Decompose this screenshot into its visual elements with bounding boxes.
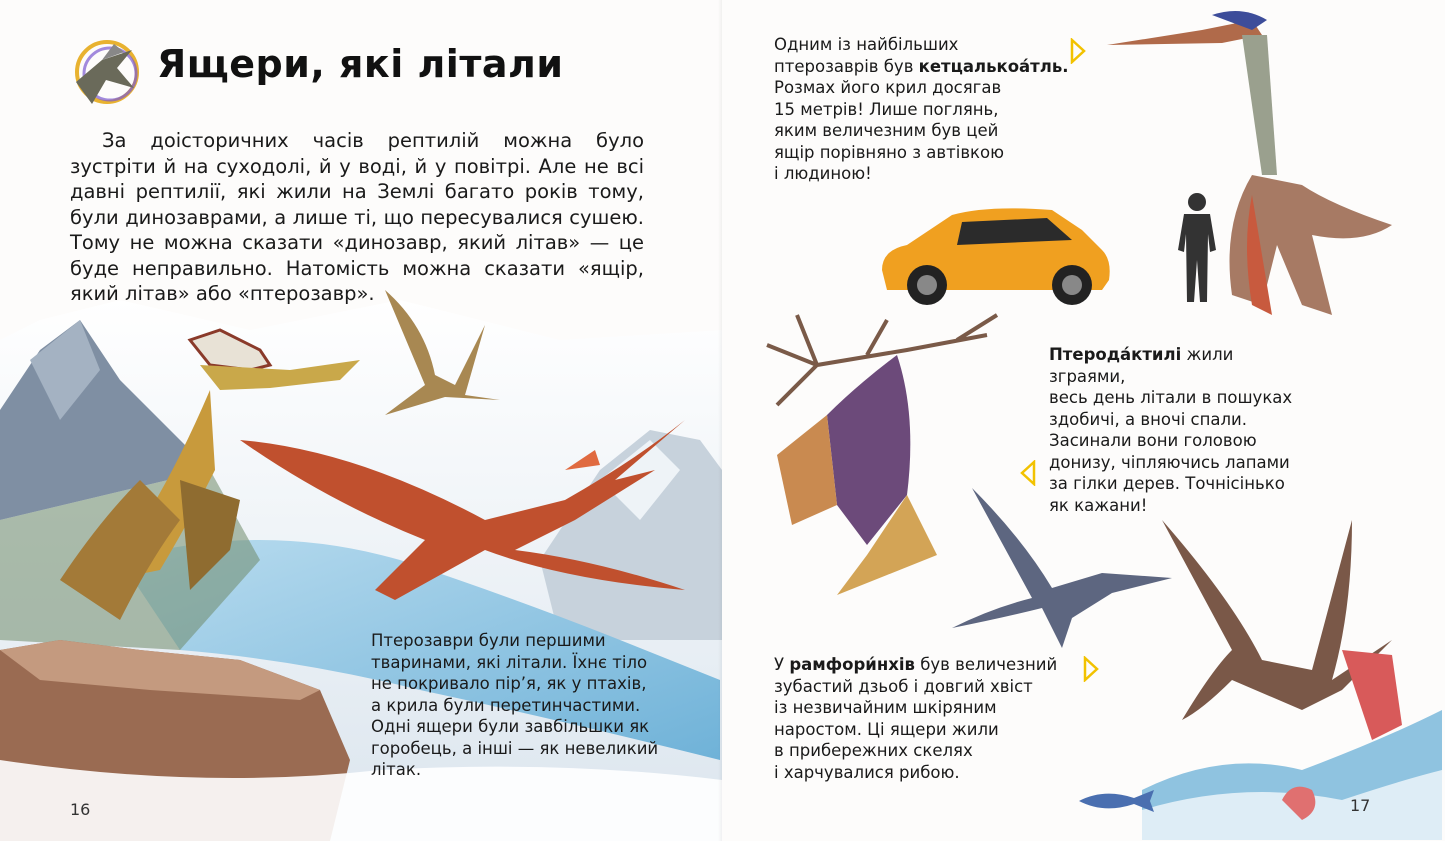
caption-line: яким величезним був цей	[774, 121, 999, 140]
quetzalcoatlus-caption	[774, 34, 1074, 185]
caption-line: Засинали вони головою	[1049, 431, 1257, 450]
red-pterosaur-illustration	[235, 410, 695, 610]
caption-line: за гілки дерев. Точнісінько	[1049, 474, 1285, 493]
caption-line: а крила були перетинчастими.	[371, 695, 641, 715]
diving-pterosaur-illustration	[1142, 510, 1442, 840]
caption-line: Одним із найбільших	[774, 35, 959, 54]
small-pterosaur-illustration	[365, 285, 525, 425]
caption-line: донизу, чіпляючись лапами	[1049, 452, 1290, 472]
caption-line: в прибережних скелях	[774, 741, 973, 760]
rhamphorhynchus-term: рамфори́нхів	[789, 655, 915, 674]
caption-line: із незвичайним шкіряним	[774, 698, 997, 717]
caption-line: тваринами, які літали. Їхнє тіло	[371, 652, 648, 672]
intro-text: За доісторичних часів рептилій можна було зустріти й на суходолі, й у воді, й у повітрі. Але не всі давні рептилії, які жили на Землі багато років тому, були динозаврами, а лише ті, що пересувалися сушею. Тому не можна сказати «динозавр, який літав» — це буде неправильно. Натомість можна сказати «ящір, який літав» або «птерозавр».	[70, 129, 644, 305]
left-page	[0, 0, 722, 841]
page-number-left: 16	[70, 800, 91, 819]
caption-line: і харчувалися рибою.	[774, 762, 960, 782]
caption-line: весь день літали в пошуках	[1049, 388, 1293, 407]
right-page	[722, 0, 1445, 841]
human-silhouette	[1172, 190, 1222, 305]
caption-line: наростом. Ці ящери жили	[774, 719, 999, 739]
caption-line: здобичі, а вночі спали.	[1049, 409, 1248, 429]
caption-line: птерозаврів був кетцалькоа́тль.	[774, 56, 1069, 76]
rhamphorhynchus-caption	[774, 654, 1074, 783]
caption-line: як кажани!	[1049, 495, 1148, 515]
caption-line: літак.	[371, 760, 422, 779]
pterosaurs-caption	[371, 630, 691, 781]
caption-line: Одні ящери були завбільшки як	[371, 717, 650, 736]
pointer-triangle-right	[1083, 656, 1099, 682]
quetzalcoatlus-term: кетцалькоа́тль.	[918, 56, 1069, 76]
caption-line: ящір порівняно з автівкою	[774, 142, 1005, 162]
caption-line: і людиною!	[774, 164, 872, 183]
caption-line: У рамфори́нхів був величезний	[774, 655, 1058, 674]
caption-line: зубастий дзьоб і довгий хвіст	[774, 676, 1033, 696]
caption-line: не покривало пір’я, як у птахів,	[371, 674, 647, 693]
page-number-right: 17	[1350, 796, 1371, 815]
car-illustration	[877, 200, 1117, 310]
caption-line: Розмах його крил досягав	[774, 78, 1002, 97]
quetzalcoatlus-illustration	[1102, 5, 1432, 325]
pterodactyl-term: Птерода́ктилі	[1049, 345, 1182, 364]
page-title: Ящери, які літали	[157, 42, 564, 86]
caption-line: горобець, а інші — як невеликий	[371, 738, 659, 758]
caption-line: Птерозаври були першими	[371, 631, 606, 650]
caption-line: Птерода́ктилі жили зграями,	[1049, 345, 1234, 386]
caption-line: 15 метрів! Лише поглянь,	[774, 99, 999, 119]
intro-paragraph	[70, 128, 644, 307]
pointer-triangle-right	[1070, 38, 1086, 64]
fish-illustration	[1074, 786, 1164, 816]
pterosaur-title-icon	[62, 30, 152, 110]
